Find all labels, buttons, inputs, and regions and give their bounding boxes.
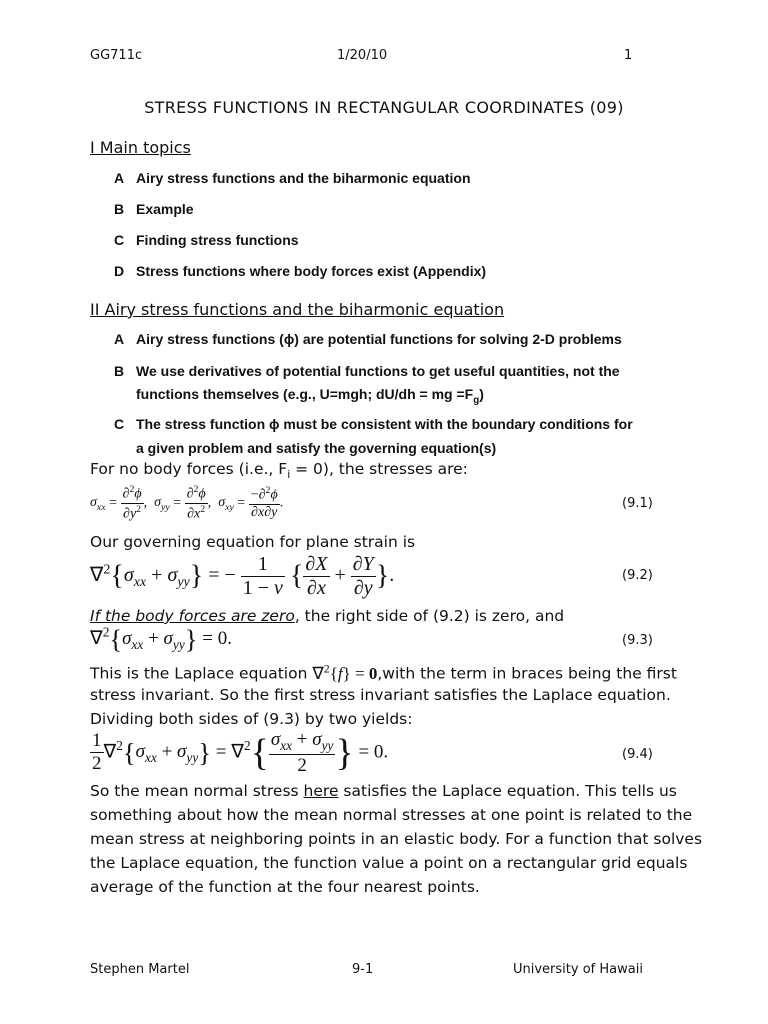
airy-text: Airy stress functions (ϕ) are potential functions for solving 2-D problems bbox=[136, 331, 622, 347]
page-title: STRESS FUNCTIONS IN RECTANGULAR COORDINATES (09) bbox=[144, 98, 624, 117]
equation-9-3: $\nabla^2\{\sigma_{xx} + \sigma_{yy}\} = 0$. bbox=[90, 624, 232, 654]
topic-letter: D bbox=[114, 263, 125, 279]
equation-9-1: $\sigma_{xx}$ = $\frac{\partial^2\phi}{\partial y^2}$ , $\sigma_{yy}$ = $\frac{\partial^2\phi}{\partial x^2}$ , $\sigma_{xy}$ = $\frac{-\partial^2\phi}{\partial x\partial y}$ . bbox=[90, 484, 284, 522]
text: , the right side of (9.2) is zero, and bbox=[294, 607, 565, 625]
airy-letter: B bbox=[114, 363, 125, 379]
paragraph-line: mean stress at neighboring points in an elastic body. For a function that solves bbox=[90, 830, 703, 848]
equation-number-9-4: (9.4) bbox=[622, 747, 653, 762]
section-main-topics-heading: I Main topics bbox=[90, 138, 191, 157]
airy-item-b-line2 bbox=[136, 386, 484, 406]
text: = 0), the stresses are: bbox=[290, 460, 468, 478]
footer-author: Stephen Martel bbox=[90, 962, 190, 977]
equation-number-9-2: (9.2) bbox=[622, 568, 653, 583]
equation-number-9-1: (9.1) bbox=[622, 496, 653, 511]
topic-letter: C bbox=[114, 232, 125, 248]
airy-letter: C bbox=[114, 416, 125, 432]
paragraph-stress-invariant: stress invariant. So the first stress invariant satisfies the Laplace equation. bbox=[90, 686, 671, 704]
section-airy-heading: II Airy stress functions and the biharmonic equation bbox=[90, 300, 505, 319]
topic-letter: B bbox=[114, 201, 125, 217]
paragraph-mean-normal-stress bbox=[90, 782, 677, 800]
footer-page: 9-1 bbox=[352, 962, 374, 977]
header-page-number: 1 bbox=[624, 48, 633, 63]
paragraph-no-body-forces bbox=[90, 460, 468, 481]
topic-text: Example bbox=[136, 201, 194, 217]
paragraph-line: average of the function at the four nearest points. bbox=[90, 878, 480, 896]
header-course: GG711c bbox=[90, 48, 143, 63]
subscript-i: i bbox=[287, 468, 291, 482]
text: For no body forces (i.e., F bbox=[90, 460, 288, 478]
airy-text-line2: functions themselves (e.g., U=mgh; dU/dh = mg =F bbox=[136, 386, 474, 402]
airy-text-line1: We use derivatives of potential functions to get useful quantities, not the bbox=[136, 363, 620, 379]
airy-text-line1: The stress function ϕ must be consistent with the boundary conditions for bbox=[136, 416, 633, 432]
equation-9-4: $\frac{1}{2}$ $\nabla^2\{\sigma_{xx} + \sigma_{yy}\} = \nabla^2${ $\frac{\sigma_{xx} + \sigma_{yy}}{2}$ } = 0. bbox=[92, 729, 389, 776]
topic-text: Stress functions where body forces exist (Appendix) bbox=[136, 263, 487, 279]
equation-9-2: $\nabla^2\{\sigma_{xx} + \sigma_{yy}\}$ = − $\frac{1}{1 - \nu}$ { $\frac{\partial X}{\partial x}$ + $\frac{\partial Y}{\partial y}$ }. bbox=[90, 553, 395, 599]
airy-item-c-line2: a given problem and satisfy the governing equation(s) bbox=[136, 440, 497, 456]
paragraph-governing-equation: Our governing equation for plane strain is bbox=[90, 533, 416, 551]
subscript-g: g bbox=[473, 394, 480, 406]
emphasis-text: If the body forces are zero bbox=[90, 607, 295, 625]
topic-text: Airy stress functions and the biharmonic equation bbox=[136, 170, 471, 186]
paragraph-line: something about how the mean normal stresses at one point is related to the bbox=[90, 806, 693, 824]
underlined-text: here bbox=[303, 782, 339, 800]
text: ,with the term in braces being the first bbox=[377, 664, 677, 683]
header-date: 1/20/10 bbox=[337, 48, 388, 63]
paragraph-line: the Laplace equation, the function value a point on a rectangular grid equals bbox=[90, 854, 688, 872]
text: satisfies the Laplace equation. This tells us bbox=[338, 782, 677, 800]
topic-text: Finding stress functions bbox=[136, 232, 299, 248]
text: So the mean normal stress bbox=[90, 782, 304, 800]
paragraph-body-forces-zero bbox=[90, 607, 564, 625]
equation-number-9-3: (9.3) bbox=[622, 633, 653, 648]
airy-text-line2-end: ) bbox=[479, 386, 484, 402]
airy-letter: A bbox=[114, 331, 125, 347]
paragraph-dividing: Dividing both sides of (9.3) by two yields: bbox=[90, 710, 413, 728]
paragraph-laplace bbox=[90, 661, 677, 684]
footer-institution: University of Hawaii bbox=[513, 962, 643, 977]
text: This is the Laplace equation bbox=[90, 664, 308, 683]
topic-letter: A bbox=[114, 170, 125, 186]
inline-laplace-equation: ∇$^2${f} = 0 bbox=[312, 661, 378, 683]
